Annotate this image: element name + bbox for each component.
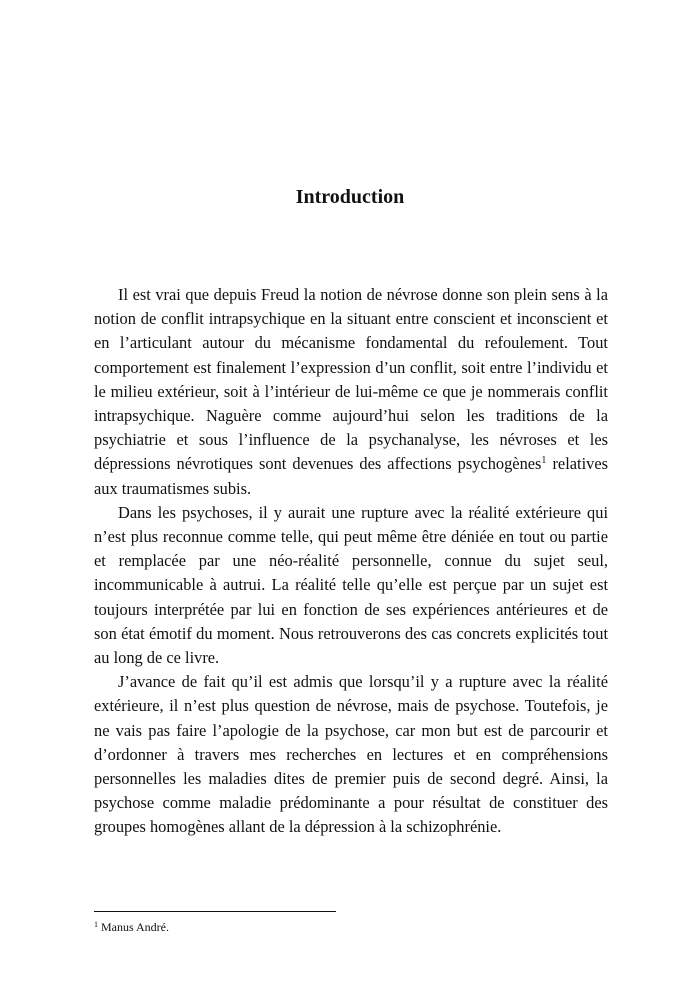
footnote-reference[interactable]: 1 — [541, 455, 547, 467]
paragraph-1 — [94, 283, 608, 501]
footnote — [94, 920, 169, 934]
paragraph-1-text: Il est vrai que depuis Freud la notion de névrose donne son plein sens à la notion de conflit intrapsychique en la situant entre conscient et inconscient et en l’articulant autour du mécanisme fondamental du refoulement. Tout comportement est finalement l’expression d’un conflit, soit entre l’individu et le milieu extérieur, soit à l’intérieur de lui-même ce que je nommerais conflit intrapsychique. Naguère comme aujourd’hui selon les traditions de la psychiatrie et sous l’influence de la psychanalyse, les névroses et les dépressions névrotiques sont devenues des affections psychogènes — [94, 285, 608, 474]
paragraph-1-text-continued: relatives aux traumatismes subis. — [94, 454, 608, 498]
footnote-marker: 1 — [94, 920, 98, 929]
footnote-text: Manus André. — [101, 920, 169, 934]
footnote-divider — [94, 911, 336, 912]
paragraph-3: J’avance de fait qu’il est admis que lorsqu’il y a rupture avec la réalité extérieure, il n’est plus question de névrose, mais de psychose. Toutefois, je ne vais pas faire l’apologie de la psychose, car mon but est de parcourir et d’ordonner à travers mes recherches en lectures et en compréhensions personnelles les maladies dites de premier puis de second degré. Ainsi, la psychose comme maladie prédominante a pour résultat de constituer des groupes homogènes allant de la dépression à la schizophrénie. — [94, 672, 608, 837]
body-text — [94, 283, 608, 840]
paragraph-2: Dans les psychoses, il y aurait une rupture avec la réalité extérieure qui n’est plus reconnue comme telle, qui peut même être déniée en tout ou partie et remplacée par une néo-réalité personnelle, connue du sujet seul, incommunicable à autrui. La réalité telle qu’elle est perçue par un sujet est toujours interprétée par lui en fonction de ses expériences antérieures et de son état émotif du moment. Nous retrouverons des cas concrets explicités tout au long de ce livre. — [94, 502, 608, 668]
page-title: Introduction — [295, 186, 405, 208]
